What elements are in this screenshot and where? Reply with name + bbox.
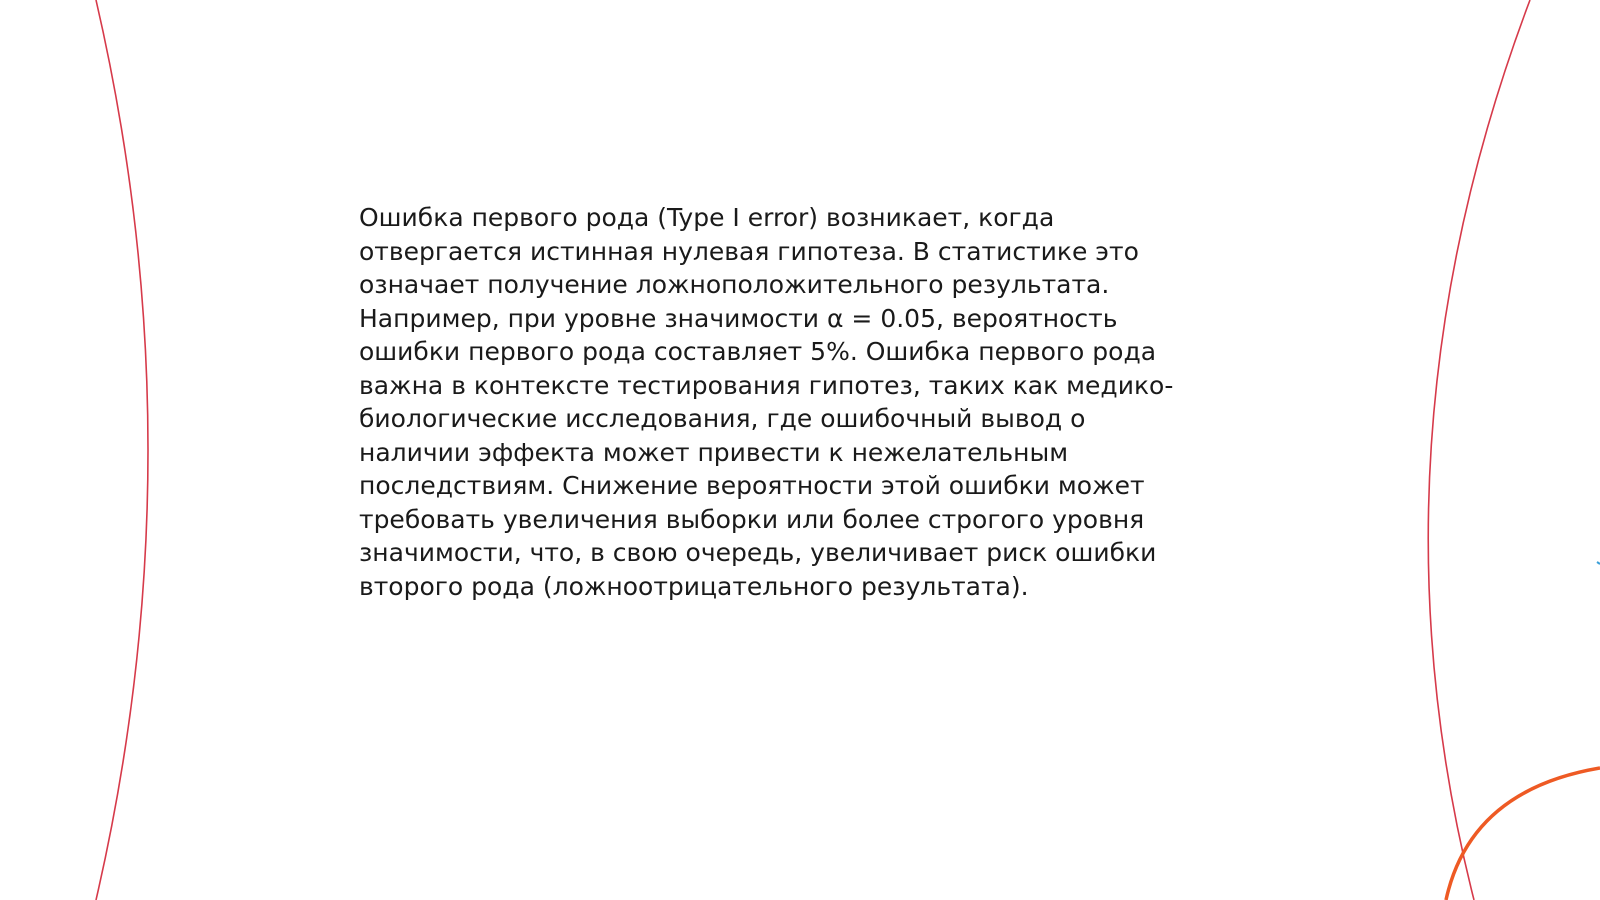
text-line: биологические исследования, где ошибочный вывод о	[359, 404, 1086, 433]
text-line: отвергается истинная нулевая гипотеза. В статистике это	[359, 236, 1139, 266]
text-line: ошибки первого рода составляет 5%. Ошибка первого рода	[359, 337, 1157, 366]
slide-body-text	[359, 201, 1219, 603]
text-line: последствиям. Снижение вероятности этой ошибки может	[359, 471, 1145, 500]
text-line: важна в контексте тестирования гипотез, таких как медико-	[359, 370, 1174, 400]
text-line: Например, при уровне значимости α = 0.05, вероятность	[359, 303, 1118, 333]
text-line: означает получение ложноположительного результата.	[359, 270, 1110, 299]
text-line: значимости, что, в свою очередь, увеличивает риск ошибки	[359, 538, 1157, 567]
text-line: второго рода (ложноотрицательного результата).	[359, 571, 1029, 601]
text-line: требовать увеличения выборки или более строгого уровня	[359, 504, 1145, 534]
left-curve	[96, 0, 148, 900]
text-line: наличии эффекта может привести к нежелательным	[359, 437, 1069, 467]
right-curve	[1428, 0, 1530, 900]
text-line: Ошибка первого рода (Type I error) возникает, когда	[359, 203, 1055, 232]
